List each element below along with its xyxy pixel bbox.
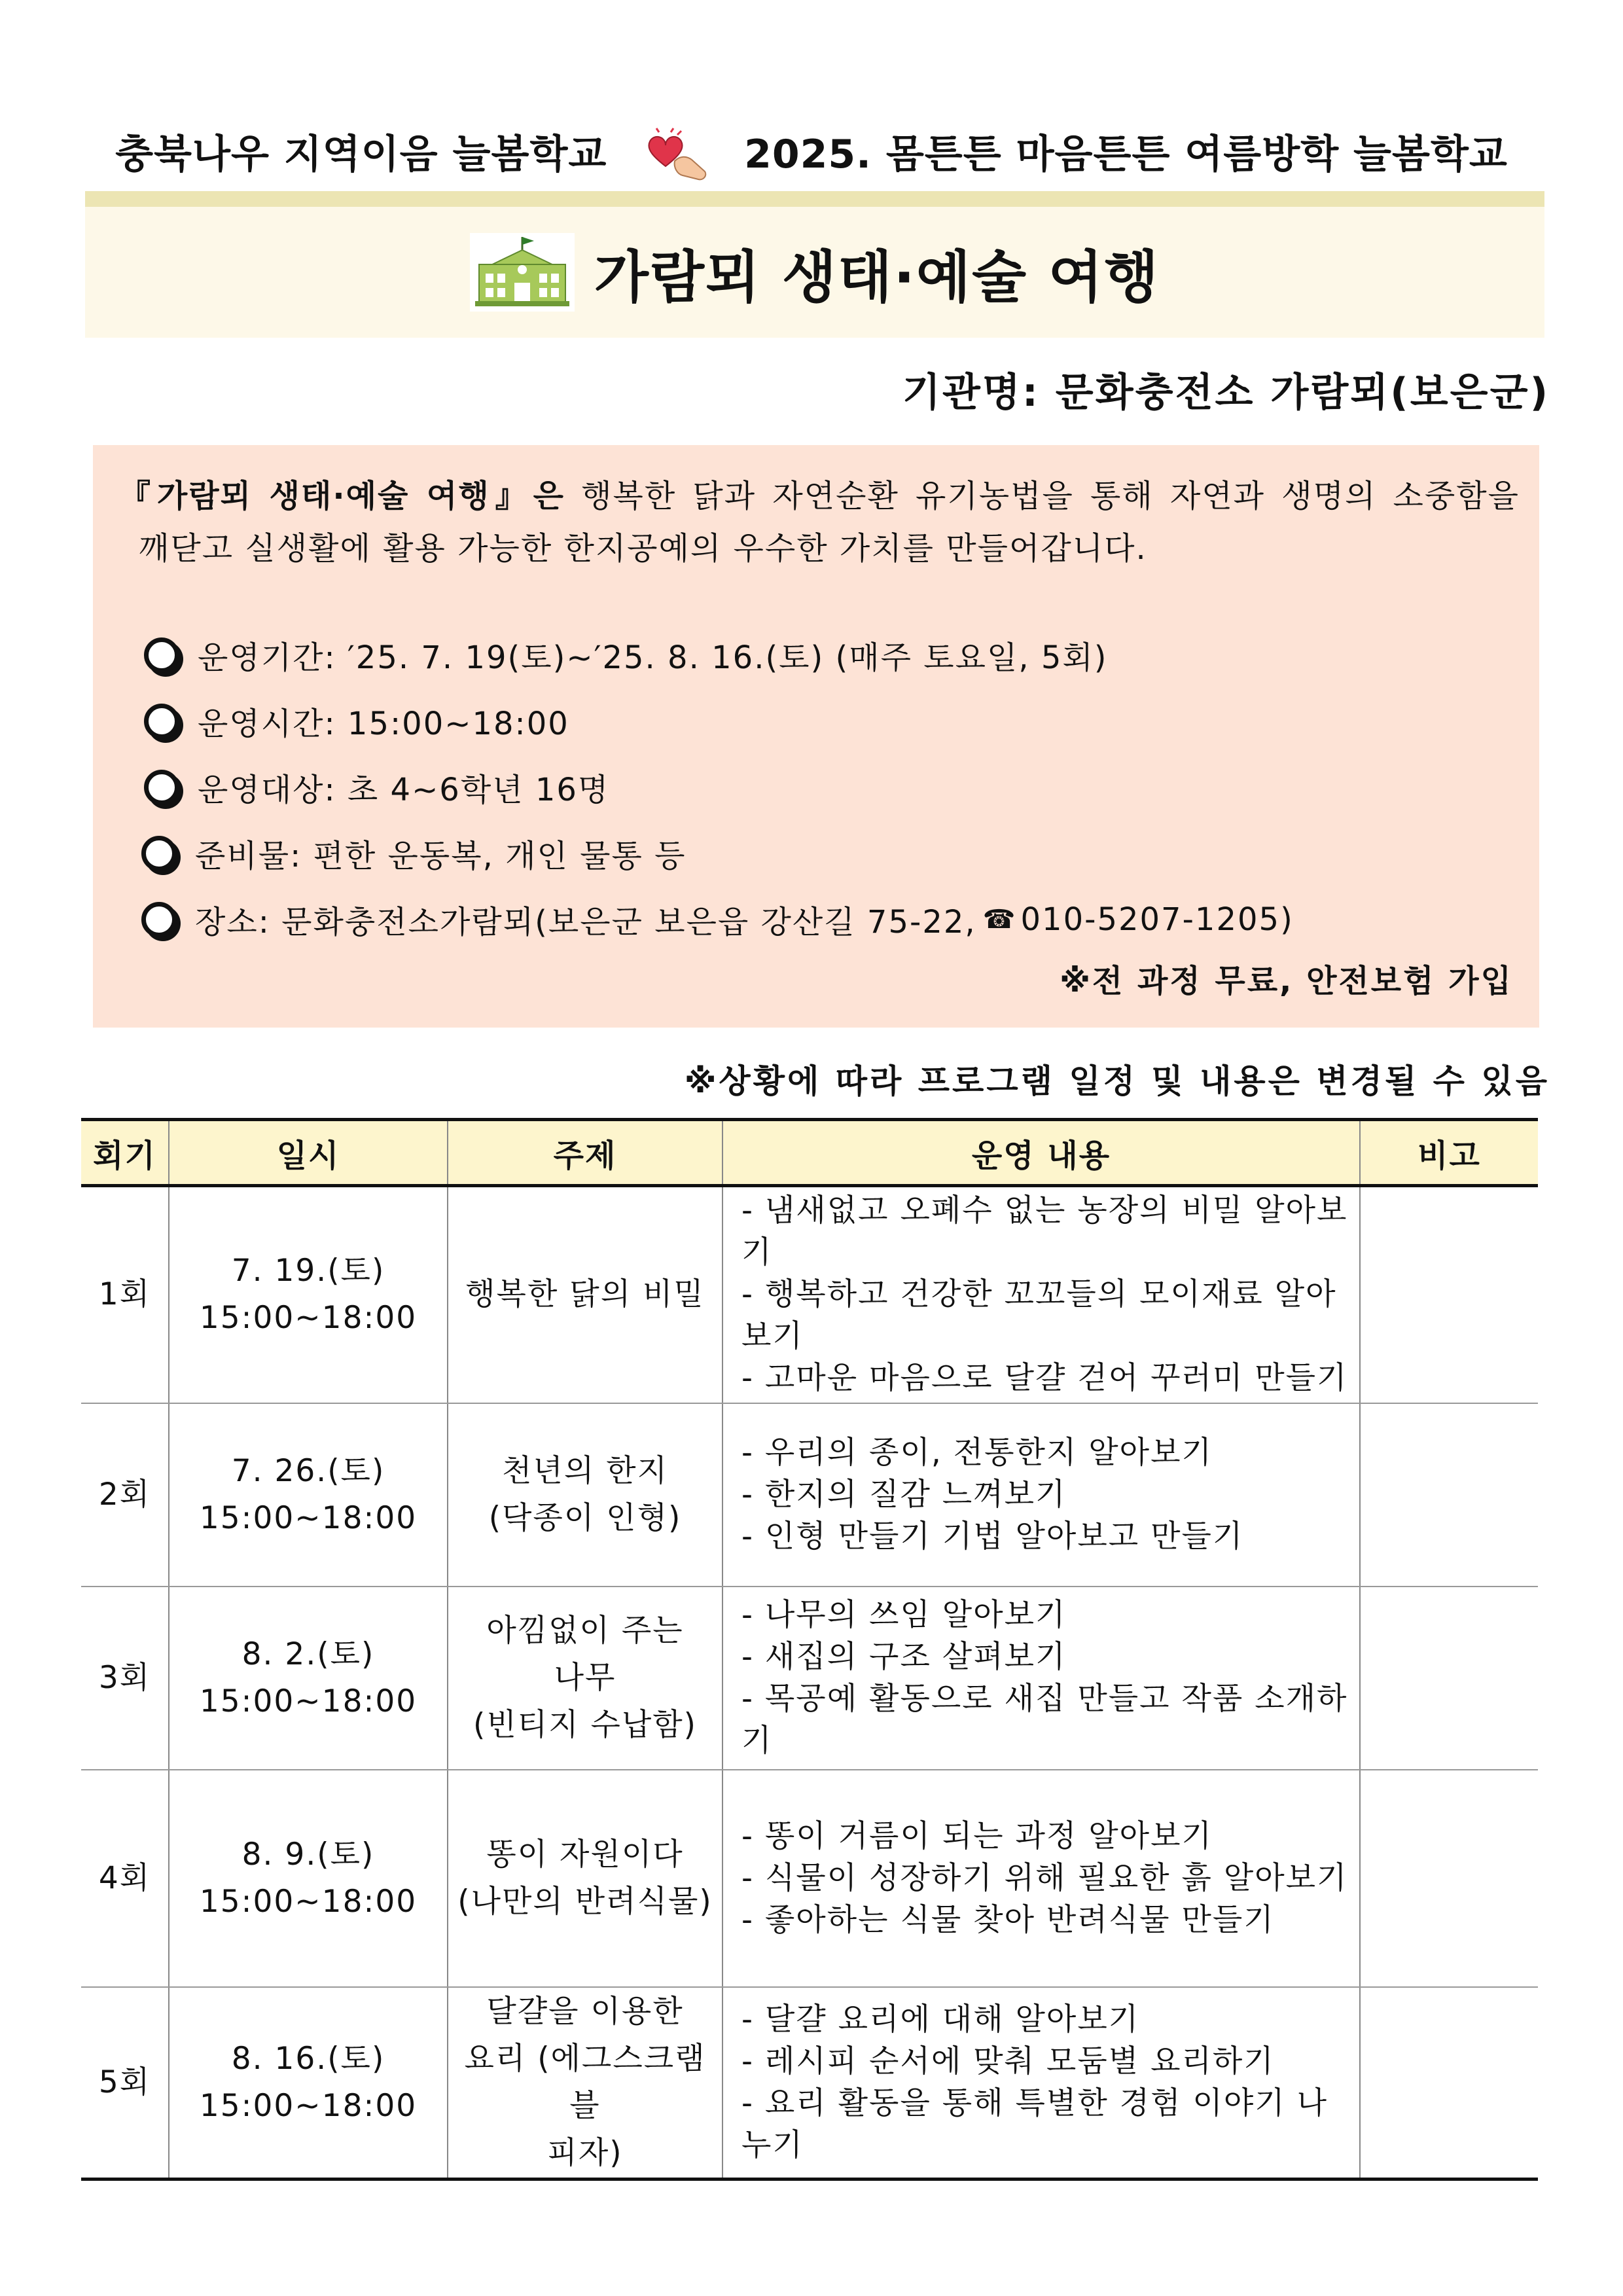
detail-supplies [141, 820, 1294, 886]
table-row [81, 1987, 1538, 2179]
topic-text: (나만의 반려식물) [457, 1883, 713, 1920]
content-item: - 달걀 요리에 대해 알아보기 [741, 2001, 1140, 2037]
banner-title: 가람뫼 생태·예술 여행 [594, 245, 1160, 310]
topic-cell [448, 1403, 722, 1587]
table-row [81, 1186, 1538, 1403]
topic-text: 아낌없이 주는 [486, 1612, 684, 1649]
note-cell [1360, 1987, 1538, 2179]
content-item: - 똥이 거름이 되는 과정 알아보기 [741, 1818, 1213, 1854]
table-row [81, 1587, 1538, 1770]
top-heading [0, 123, 1623, 186]
detail-target-text: 운영대상: 초 4~6학년 16명 [198, 772, 610, 808]
bullet-circle-icon [144, 637, 179, 673]
banner-strip [85, 191, 1544, 207]
bullet-circle-icon [144, 704, 179, 739]
session-cell: 3회 [81, 1587, 169, 1770]
content-item: - 새집의 구조 살펴보기 [741, 1638, 1067, 1675]
table-row [81, 1770, 1538, 1987]
topic-cell [448, 1587, 722, 1770]
date-cell [169, 1403, 448, 1587]
heart-hand-icon [639, 127, 711, 186]
detail-supplies-text: 준비물: 편한 운동복, 개인 물통 등 [195, 838, 687, 874]
intro-line-1-text: 행복한 닭과 자연순환 유기농법을 통해 자연과 생명의 소중함을 [564, 478, 1520, 514]
detail-time [144, 688, 1294, 754]
session-cell: 1회 [81, 1186, 169, 1403]
session-cell: 2회 [81, 1403, 169, 1587]
content-item: - 요리 활동을 통해 특별한 경험 이야기 나누기 [741, 2085, 1328, 2163]
time-text: 15:00~18:00 [199, 1499, 418, 1536]
content-item: - 인형 만들기 기법 알아보고 만들기 [741, 1518, 1244, 1554]
program-season-title: 2025. 몸튼튼 마음튼튼 여름방학 늘봄학교 [744, 132, 1508, 177]
date-cell [169, 1987, 448, 2179]
change-note: ※상황에 따라 프로그램 일정 및 내용은 변경될 수 있음 [684, 1062, 1550, 1100]
content-item: - 레시피 순서에 맞춰 모둠별 요리하기 [741, 2043, 1275, 2079]
bullet-circle-icon [144, 770, 179, 805]
schedule-table [81, 1118, 1538, 2181]
content-item: - 나무의 쓰임 알아보기 [741, 1596, 1067, 1633]
topic-text: (닥종이 인형) [488, 1499, 682, 1536]
bullet-circle-icon [141, 902, 177, 937]
content-item: - 고마운 마음으로 달걀 걷어 꾸러미 만들기 [741, 1360, 1348, 1397]
content-item: - 우리의 종이, 전통한지 알아보기 [741, 1434, 1213, 1471]
info-box [93, 445, 1539, 1028]
topic-text: 피자) [547, 2134, 623, 2171]
content-item: - 냄새없고 오폐수 없는 농장의 비밀 알아보기 [741, 1193, 1348, 1271]
detail-time-text: 운영시간: 15:00~18:00 [198, 706, 569, 742]
date-text: 8. 16.(토) [231, 2040, 385, 2077]
topic-text: 나무 [554, 1659, 616, 1696]
topic-cell [448, 1987, 722, 2179]
detail-period-text: 운영기간: ′25. 7. 19(토)~′25. 8. 16.(토) (매주 토요일, 5회) [198, 639, 1108, 676]
topic-text: 천년의 한지 [502, 1452, 668, 1489]
free-note: ※전 과정 무료, 안전보험 가입 [1060, 963, 1513, 999]
topic-text: 달걀을 이용한 [486, 1993, 684, 2030]
organization-name: 기관명: 문화충전소 가람뫼(보은군) [902, 370, 1550, 416]
date-text: 8. 9.(토) [241, 1836, 375, 1873]
topic-cell [448, 1770, 722, 1987]
time-text: 15:00~18:00 [199, 1683, 418, 1719]
note-cell [1360, 1587, 1538, 1770]
topic-text: 행복한 닭의 비밀 [465, 1276, 705, 1313]
content-cell [722, 1587, 1360, 1770]
header-content: 운영 내용 [722, 1120, 1360, 1186]
content-item: - 한지의 질감 느껴보기 [741, 1476, 1067, 1513]
date-cell [169, 1587, 448, 1770]
time-text: 15:00~18:00 [199, 1883, 418, 1920]
session-cell: 4회 [81, 1770, 169, 1987]
topic-text: 요리 (에그스크램블 [464, 2040, 706, 2124]
topic-cell [448, 1186, 722, 1403]
detail-target [144, 754, 1294, 820]
topic-text: (빈티지 수납함) [473, 1706, 698, 1743]
detail-place [141, 886, 1294, 952]
phone-icon: ☎ [982, 904, 1017, 935]
time-text: 15:00~18:00 [199, 1300, 418, 1336]
time-text: 15:00~18:00 [199, 2087, 418, 2124]
content-cell [722, 1403, 1360, 1587]
content-cell [722, 1770, 1360, 1987]
table-header-row [81, 1120, 1538, 1186]
header-date: 일시 [169, 1120, 448, 1186]
content-item: - 식물이 성장하기 위해 필요한 흙 알아보기 [741, 1859, 1348, 1896]
content-item: - 행복하고 건강한 꼬꼬들의 모이재료 알아보기 [741, 1276, 1337, 1355]
school-icon [470, 233, 575, 312]
intro-highlight: 『가람뫼 생태·예술 여행』은 [119, 478, 565, 514]
date-text: 8. 2.(토) [241, 1636, 375, 1672]
details-list [144, 622, 1294, 952]
date-text: 7. 26.(토) [231, 1452, 385, 1489]
note-cell [1360, 1186, 1538, 1403]
topic-text: 똥이 자원이다 [486, 1836, 684, 1873]
date-text: 7. 19.(토) [231, 1253, 385, 1289]
header-session: 회기 [81, 1120, 169, 1186]
content-cell [722, 1186, 1360, 1403]
intro-line-2: 깨닫고 실생활에 활용 가능한 한지공예의 우수한 가치를 만들어갑니다. [139, 530, 1147, 567]
title-banner [85, 207, 1544, 338]
detail-place-text: 장소: 문화충전소가람뫼(보은군 보은읍 강산길 75-22, [195, 904, 976, 941]
table-row [81, 1403, 1538, 1587]
note-cell [1360, 1770, 1538, 1987]
note-cell [1360, 1403, 1538, 1587]
date-cell [169, 1770, 448, 1987]
header-topic: 주제 [448, 1120, 722, 1186]
detail-phone-text: 010-5207-1205) [1020, 901, 1294, 938]
bullet-circle-icon [141, 836, 177, 871]
session-cell: 5회 [81, 1987, 169, 2179]
content-item: - 목공예 활동으로 새집 만들고 작품 소개하기 [741, 1680, 1348, 1759]
date-cell [169, 1186, 448, 1403]
intro-line-1 [119, 470, 1520, 522]
detail-period [144, 622, 1294, 688]
header-note: 비고 [1360, 1120, 1538, 1186]
program-network-title: 충북나우 지역이음 늘봄학교 [115, 132, 607, 177]
content-item: - 좋아하는 식물 찾아 반려식물 만들기 [741, 1901, 1275, 1938]
content-cell [722, 1987, 1360, 2179]
